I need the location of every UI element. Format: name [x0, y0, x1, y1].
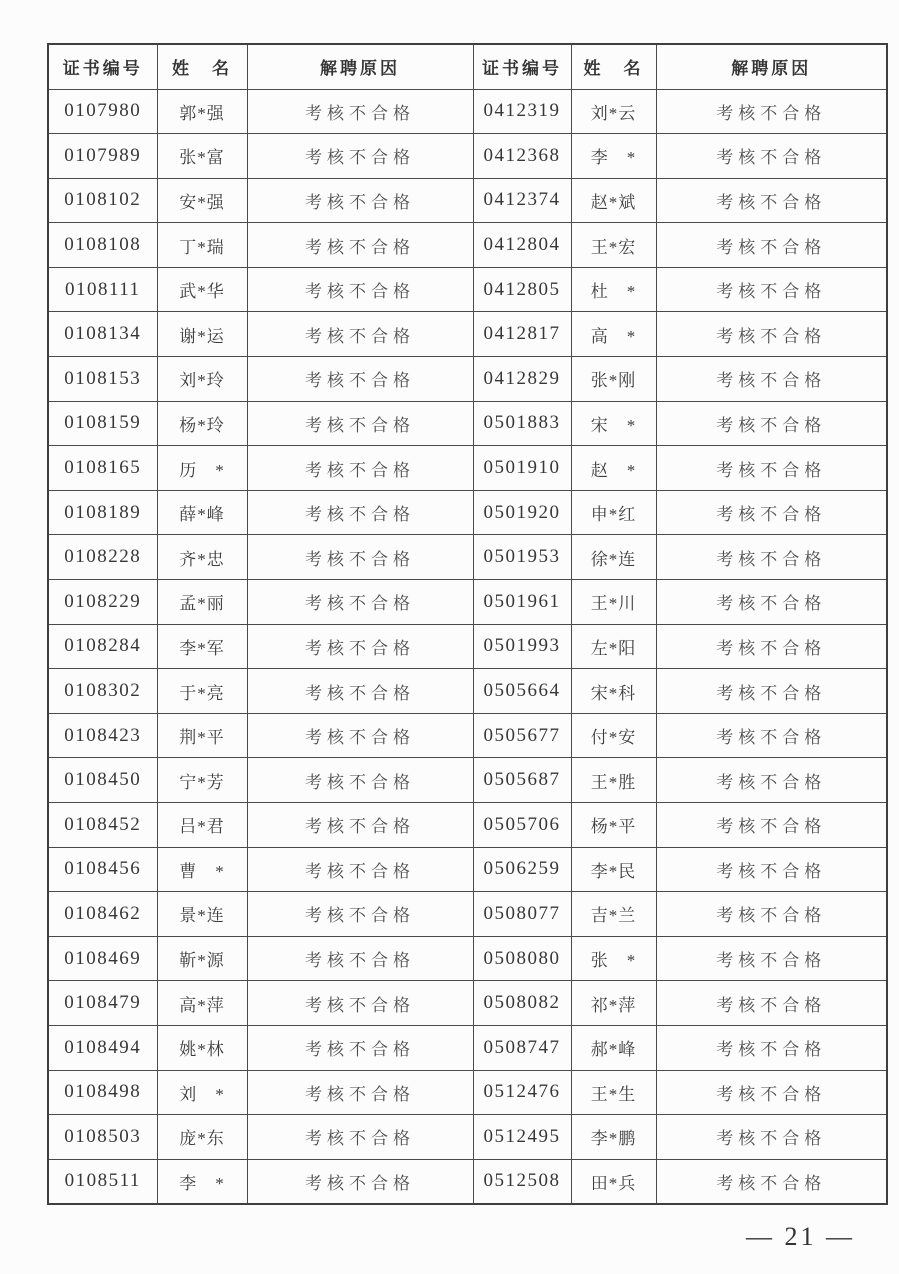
reason-cell: 考核不合格 [656, 847, 887, 892]
reason-cell: 考核不合格 [656, 713, 887, 758]
reason-cell: 考核不合格 [247, 847, 473, 892]
table-row [48, 178, 887, 223]
reason-cell: 考核不合格 [656, 936, 887, 981]
certificate-number-cell: 0108284 [48, 624, 157, 669]
certificate-number-cell: 0412319 [473, 89, 571, 134]
table-row [48, 758, 887, 803]
name-cell: 杜 * [571, 267, 656, 312]
certificate-number-cell: 0412829 [473, 357, 571, 402]
table-row [48, 981, 887, 1026]
name-cell: 申*红 [571, 490, 656, 535]
certificate-number-cell: 0508080 [473, 936, 571, 981]
name-cell: 王*生 [571, 1070, 656, 1115]
table-row [48, 803, 887, 848]
reason-cell: 考核不合格 [656, 357, 887, 402]
certificate-number-cell: 0412368 [473, 134, 571, 179]
reason-cell: 考核不合格 [656, 267, 887, 312]
reason-cell: 考核不合格 [656, 134, 887, 179]
certificate-number-cell: 0108302 [48, 669, 157, 714]
name-cell: 王*胜 [571, 758, 656, 803]
certificate-number-cell: 0108469 [48, 936, 157, 981]
name-cell: 李 * [157, 1159, 247, 1204]
table-row [48, 847, 887, 892]
name-cell: 高 * [571, 312, 656, 357]
certificate-number-cell: 0505687 [473, 758, 571, 803]
name-cell: 齐*忠 [157, 535, 247, 580]
reason-cell: 考核不合格 [656, 669, 887, 714]
certificate-number-cell: 0108111 [48, 267, 157, 312]
reason-cell: 考核不合格 [656, 580, 887, 625]
name-cell: 宋*科 [571, 669, 656, 714]
reason-cell: 考核不合格 [247, 580, 473, 625]
reason-cell: 考核不合格 [656, 624, 887, 669]
certificate-number-cell: 0505664 [473, 669, 571, 714]
certificate-number-cell: 0108423 [48, 713, 157, 758]
reason-cell: 考核不合格 [656, 758, 887, 803]
name-cell: 孟*丽 [157, 580, 247, 625]
table-row [48, 1025, 887, 1070]
reason-cell: 考核不合格 [656, 178, 887, 223]
certificate-number-cell: 0108462 [48, 892, 157, 937]
reason-cell: 考核不合格 [656, 89, 887, 134]
reason-cell: 考核不合格 [247, 713, 473, 758]
reason-cell: 考核不合格 [656, 446, 887, 491]
name-cell: 赵 * [571, 446, 656, 491]
certificate-number-cell: 0508077 [473, 892, 571, 937]
reason-cell: 考核不合格 [656, 1070, 887, 1115]
reason-cell: 考核不合格 [247, 312, 473, 357]
table-row [48, 1159, 887, 1204]
reason-cell: 考核不合格 [247, 981, 473, 1026]
name-cell: 刘 * [157, 1070, 247, 1115]
certificate-number-cell: 0108229 [48, 580, 157, 625]
reason-cell: 考核不合格 [247, 89, 473, 134]
column-header: 证书编号 [473, 44, 571, 89]
name-cell: 左*阳 [571, 624, 656, 669]
table-row [48, 713, 887, 758]
reason-cell: 考核不合格 [247, 401, 473, 446]
name-cell: 李*军 [157, 624, 247, 669]
reason-cell: 考核不合格 [247, 1115, 473, 1160]
name-cell: 丁*瑞 [157, 223, 247, 268]
column-header: 证书编号 [48, 44, 157, 89]
name-cell: 杨*玲 [157, 401, 247, 446]
name-cell: 王*川 [571, 580, 656, 625]
certificate-number-cell: 0108479 [48, 981, 157, 1026]
certificate-number-cell: 0108498 [48, 1070, 157, 1115]
table-row [48, 267, 887, 312]
certificate-number-cell: 0501961 [473, 580, 571, 625]
certificate-number-cell: 0412804 [473, 223, 571, 268]
table-row [48, 669, 887, 714]
certificate-number-cell: 0501910 [473, 446, 571, 491]
certificate-number-cell: 0107980 [48, 89, 157, 134]
table-row [48, 892, 887, 937]
reason-cell: 考核不合格 [656, 223, 887, 268]
name-cell: 于*亮 [157, 669, 247, 714]
page-number: — 21 — [746, 1222, 855, 1251]
name-cell: 安*强 [157, 178, 247, 223]
column-header: 姓 名 [571, 44, 656, 89]
certificate-number-cell: 0108102 [48, 178, 157, 223]
reason-cell: 考核不合格 [247, 535, 473, 580]
name-cell: 姚*林 [157, 1025, 247, 1070]
certificate-number-cell: 0108228 [48, 535, 157, 580]
name-cell: 武*华 [157, 267, 247, 312]
reason-cell: 考核不合格 [247, 178, 473, 223]
table-row [48, 134, 887, 179]
certificate-number-cell: 0508747 [473, 1025, 571, 1070]
certificate-number-cell: 0501883 [473, 401, 571, 446]
certificate-number-cell: 0512476 [473, 1070, 571, 1115]
name-cell: 杨*平 [571, 803, 656, 848]
reason-cell: 考核不合格 [656, 1159, 887, 1204]
name-cell: 李*鹏 [571, 1115, 656, 1160]
reason-cell: 考核不合格 [247, 490, 473, 535]
certificate-number-cell: 0505677 [473, 713, 571, 758]
name-cell: 曹 * [157, 847, 247, 892]
column-header: 解聘原因 [656, 44, 887, 89]
table-row [48, 401, 887, 446]
reason-cell: 考核不合格 [247, 1025, 473, 1070]
certificate-number-cell: 0412374 [473, 178, 571, 223]
reason-cell: 考核不合格 [656, 892, 887, 937]
certificate-number-cell: 0506259 [473, 847, 571, 892]
certificate-number-cell: 0107989 [48, 134, 157, 179]
reason-cell: 考核不合格 [247, 223, 473, 268]
name-cell: 张*富 [157, 134, 247, 179]
certificate-number-cell: 0501920 [473, 490, 571, 535]
table-row [48, 580, 887, 625]
name-cell: 李*民 [571, 847, 656, 892]
name-cell: 薛*峰 [157, 490, 247, 535]
name-cell: 祁*萍 [571, 981, 656, 1026]
reason-cell: 考核不合格 [247, 669, 473, 714]
certificate-number-cell: 0412817 [473, 312, 571, 357]
table-row [48, 223, 887, 268]
name-cell: 刘*云 [571, 89, 656, 134]
table-row [48, 535, 887, 580]
name-cell: 谢*运 [157, 312, 247, 357]
name-cell: 刘*玲 [157, 357, 247, 402]
reason-cell: 考核不合格 [656, 1025, 887, 1070]
certificate-number-cell: 0108165 [48, 446, 157, 491]
reason-cell: 考核不合格 [247, 267, 473, 312]
reason-cell: 考核不合格 [247, 758, 473, 803]
name-cell: 吕*君 [157, 803, 247, 848]
name-cell: 张*刚 [571, 357, 656, 402]
certificate-number-cell: 0108511 [48, 1159, 157, 1204]
name-cell: 李 * [571, 134, 656, 179]
certificate-number-cell: 0108494 [48, 1025, 157, 1070]
certificate-number-cell: 0505706 [473, 803, 571, 848]
certificate-number-cell: 0512508 [473, 1159, 571, 1204]
reason-cell: 考核不合格 [247, 892, 473, 937]
reason-cell: 考核不合格 [656, 803, 887, 848]
dismissal-table [47, 43, 888, 1205]
reason-cell: 考核不合格 [247, 803, 473, 848]
reason-cell: 考核不合格 [656, 490, 887, 535]
certificate-number-cell: 0501993 [473, 624, 571, 669]
reason-cell: 考核不合格 [656, 535, 887, 580]
reason-cell: 考核不合格 [656, 1115, 887, 1160]
name-cell: 宁*芳 [157, 758, 247, 803]
certificate-number-cell: 0412805 [473, 267, 571, 312]
name-cell: 郝*峰 [571, 1025, 656, 1070]
reason-cell: 考核不合格 [247, 1159, 473, 1204]
reason-cell: 考核不合格 [247, 357, 473, 402]
reason-cell: 考核不合格 [656, 312, 887, 357]
name-cell: 王*宏 [571, 223, 656, 268]
certificate-number-cell: 0108452 [48, 803, 157, 848]
header-row [48, 44, 887, 89]
table-row [48, 936, 887, 981]
table-row [48, 624, 887, 669]
reason-cell: 考核不合格 [247, 1070, 473, 1115]
table-row [48, 1115, 887, 1160]
table-row [48, 357, 887, 402]
name-cell: 庞*东 [157, 1115, 247, 1160]
certificate-number-cell: 0512495 [473, 1115, 571, 1160]
column-header: 解聘原因 [247, 44, 473, 89]
table-row [48, 1070, 887, 1115]
name-cell: 荆*平 [157, 713, 247, 758]
name-cell: 张 * [571, 936, 656, 981]
certificate-number-cell: 0108153 [48, 357, 157, 402]
certificate-number-cell: 0108189 [48, 490, 157, 535]
name-cell: 付*安 [571, 713, 656, 758]
certificate-number-cell: 0108108 [48, 223, 157, 268]
certificate-number-cell: 0108450 [48, 758, 157, 803]
reason-cell: 考核不合格 [656, 401, 887, 446]
name-cell: 高*萍 [157, 981, 247, 1026]
certificate-number-cell: 0108456 [48, 847, 157, 892]
name-cell: 徐*连 [571, 535, 656, 580]
name-cell: 赵*斌 [571, 178, 656, 223]
certificate-number-cell: 0108159 [48, 401, 157, 446]
certificate-number-cell: 0108503 [48, 1115, 157, 1160]
reason-cell: 考核不合格 [247, 936, 473, 981]
table-row [48, 446, 887, 491]
name-cell: 宋 * [571, 401, 656, 446]
name-cell: 历 * [157, 446, 247, 491]
table-row [48, 312, 887, 357]
reason-cell: 考核不合格 [247, 446, 473, 491]
column-header: 姓 名 [157, 44, 247, 89]
name-cell: 田*兵 [571, 1159, 656, 1204]
reason-cell: 考核不合格 [247, 134, 473, 179]
table-row [48, 490, 887, 535]
name-cell: 吉*兰 [571, 892, 656, 937]
name-cell: 郭*强 [157, 89, 247, 134]
table-row [48, 89, 887, 134]
certificate-number-cell: 0108134 [48, 312, 157, 357]
reason-cell: 考核不合格 [656, 981, 887, 1026]
name-cell: 景*连 [157, 892, 247, 937]
certificate-number-cell: 0508082 [473, 981, 571, 1026]
certificate-number-cell: 0501953 [473, 535, 571, 580]
reason-cell: 考核不合格 [247, 624, 473, 669]
name-cell: 靳*源 [157, 936, 247, 981]
